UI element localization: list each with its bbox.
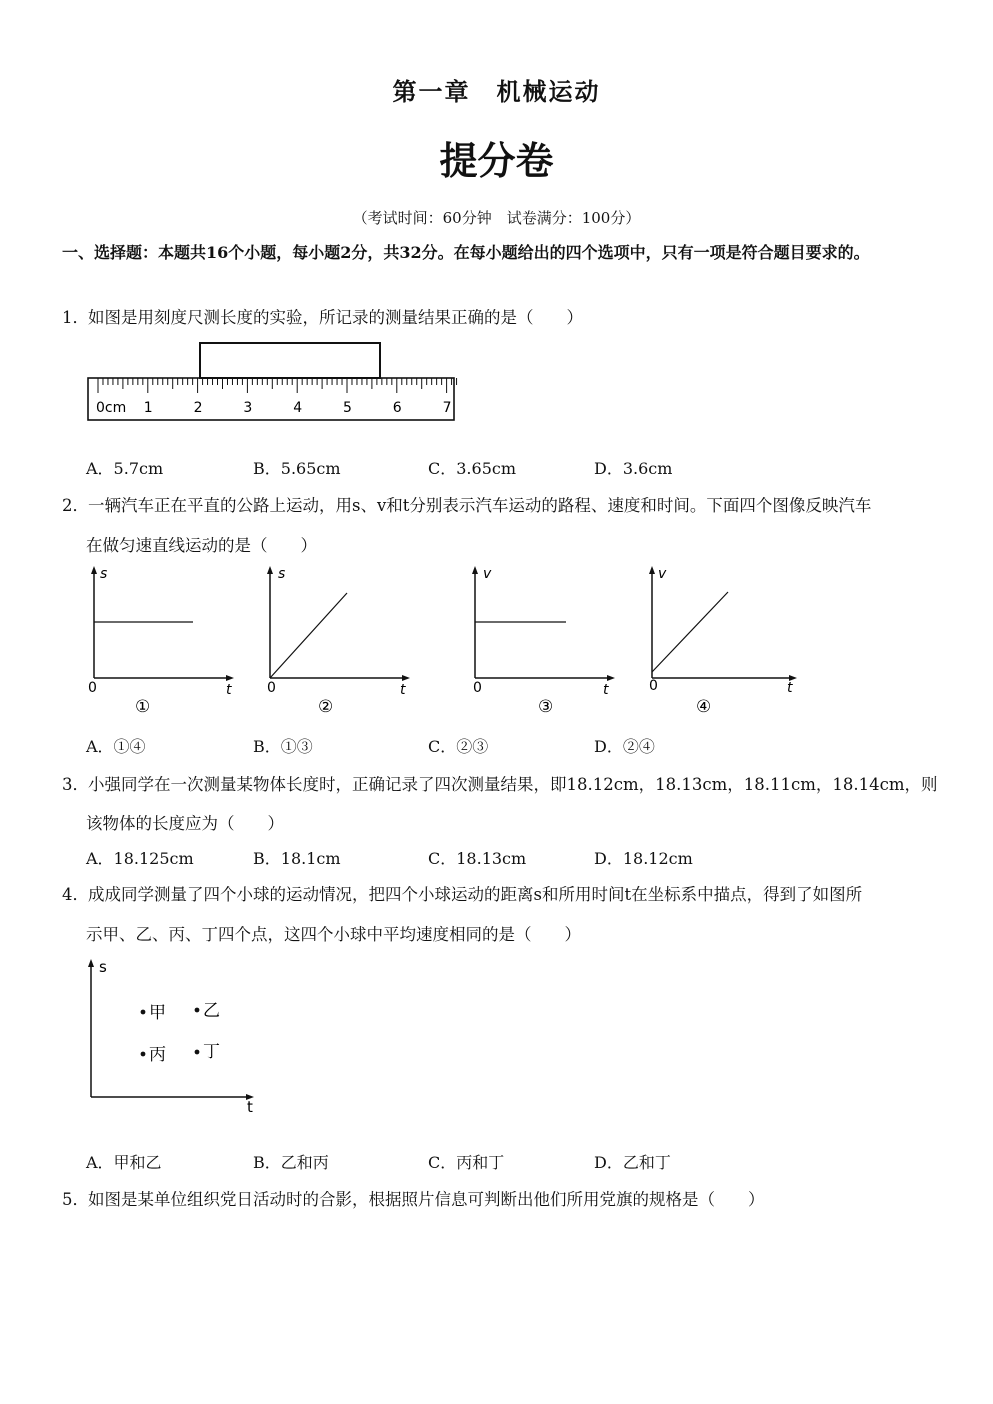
point-label: 丁	[203, 1042, 220, 1062]
origin-label: 0	[88, 680, 97, 696]
option-a[interactable]: A．甲和乙	[86, 1153, 162, 1172]
page-title: 提分卷	[439, 139, 554, 183]
origin-label: 0	[473, 680, 482, 696]
question-text: 在做匀速直线运动的是（ ）	[86, 536, 317, 555]
graph-caption: ②	[318, 697, 334, 717]
question-number: 2．	[62, 496, 89, 515]
x-axis-label: t	[226, 682, 232, 698]
x-axis-label: t	[247, 1098, 253, 1116]
option-d[interactable]: D．3.6cm	[594, 459, 673, 478]
ruler-label: 5	[343, 400, 352, 416]
graph-4	[638, 562, 803, 722]
question-4-line-2	[0, 921, 993, 945]
origin-label: 0	[649, 678, 658, 694]
question-2	[0, 492, 993, 516]
ruler-label: 7	[442, 400, 452, 416]
question-text: 一辆汽车正在平直的公路上运动，用s、v和t分别表示汽车运动的路程、速度和时间。下面四个图像反映汽车	[88, 496, 872, 515]
option-c[interactable]: C．②③	[428, 737, 489, 756]
graph-line	[270, 593, 347, 678]
graph-3	[461, 562, 621, 722]
ruler-label: 1	[143, 400, 153, 416]
question-number: 3．	[62, 775, 89, 794]
option-d[interactable]: D．18.12cm	[594, 849, 693, 868]
ruler-label: 3	[243, 400, 253, 416]
y-axis-label: v	[658, 566, 667, 582]
chapter-title: 第一章 机械运动	[392, 77, 601, 106]
point-yi	[195, 1008, 200, 1013]
x-axis-label: t	[400, 682, 406, 698]
graph-1	[80, 562, 240, 722]
options-3	[0, 846, 993, 870]
ruler-label: 6	[392, 400, 402, 416]
exam-info: （考试时间：60分钟 试卷满分：100分）	[352, 209, 641, 227]
point-jia	[141, 1010, 146, 1015]
point-label: 丙	[149, 1045, 166, 1065]
measured-block	[200, 343, 380, 378]
ruler-labels	[96, 400, 452, 416]
question-text: 该物体的长度应为（ ）	[86, 814, 284, 833]
question-1	[0, 304, 993, 328]
question-number: 4．	[62, 885, 89, 904]
ruler-label: 4	[293, 400, 303, 416]
option-c[interactable]: C．3.65cm	[428, 459, 517, 478]
options-1	[0, 456, 993, 480]
point-label: 乙	[203, 1001, 220, 1021]
option-d[interactable]: D．②④	[594, 737, 655, 756]
graph-caption: ①	[135, 697, 151, 717]
option-b[interactable]: B．5.65cm	[253, 459, 341, 478]
options-2	[0, 734, 993, 758]
x-axis-label: t	[603, 682, 609, 698]
ruler-ticks	[98, 378, 457, 393]
point-bing	[141, 1052, 146, 1057]
y-axis-label: s	[278, 566, 286, 582]
graph-caption: ③	[538, 697, 554, 717]
y-axis-label: s	[100, 566, 108, 582]
graph-caption: ④	[696, 697, 712, 717]
option-a[interactable]: A．18.125cm	[86, 849, 194, 868]
question-number: 5．	[62, 1190, 89, 1209]
option-b[interactable]: B．18.1cm	[253, 849, 341, 868]
question-3-line-2	[0, 810, 993, 834]
option-d[interactable]: D．乙和丁	[594, 1153, 671, 1172]
question-text: 小强同学在一次测量某物体长度时，正确记录了四次测量结果，即18.12cm，18.13cm，18.11cm，18.14cm，则	[88, 775, 938, 794]
question-4	[0, 881, 993, 905]
question-text: 成成同学测量了四个小球的运动情况，把四个小球运动的距离s和所用时间t在坐标系中描点，得到了如图所	[88, 885, 863, 904]
graph-line	[652, 592, 728, 672]
x-axis-label: t	[787, 680, 793, 696]
question-text: 如图是用刻度尺测长度的实验，所记录的测量结果正确的是（ ）	[88, 308, 583, 327]
scatter-figure	[80, 955, 270, 1120]
point-label: 甲	[149, 1003, 166, 1023]
section-heading: 一、选择题：本题共16个小题，每小题2分，共32分。在每小题给出的四个选项中，只有一项是符合题目要求的。	[62, 243, 870, 262]
option-c[interactable]: C．丙和丁	[428, 1153, 505, 1172]
ruler-label: 2	[193, 400, 203, 416]
question-3	[0, 771, 993, 795]
option-b[interactable]: B．①③	[253, 737, 313, 756]
y-axis-label: v	[483, 566, 492, 582]
question-text: 示甲、乙、丙、丁四个点，这四个小球中平均速度相同的是（ ）	[86, 925, 581, 944]
point-ding	[195, 1050, 200, 1055]
option-a[interactable]: A．5.7cm	[86, 459, 164, 478]
origin-label: 0	[267, 680, 276, 696]
options-4	[0, 1150, 993, 1174]
graph-2	[256, 562, 416, 722]
option-a[interactable]: A．①④	[86, 737, 146, 756]
option-c[interactable]: C．18.13cm	[428, 849, 527, 868]
ruler-figure	[82, 338, 462, 430]
question-2-line-2	[0, 532, 993, 556]
option-b[interactable]: B．乙和丙	[253, 1153, 329, 1172]
ruler-label: 0cm	[96, 400, 127, 416]
question-number: 1．	[62, 308, 89, 327]
question-text: 如图是某单位组织党日活动时的合影，根据照片信息可判断出他们所用党旗的规格是（ ）	[88, 1190, 765, 1209]
question-5	[0, 1186, 993, 1210]
y-axis-label: s	[99, 958, 107, 976]
